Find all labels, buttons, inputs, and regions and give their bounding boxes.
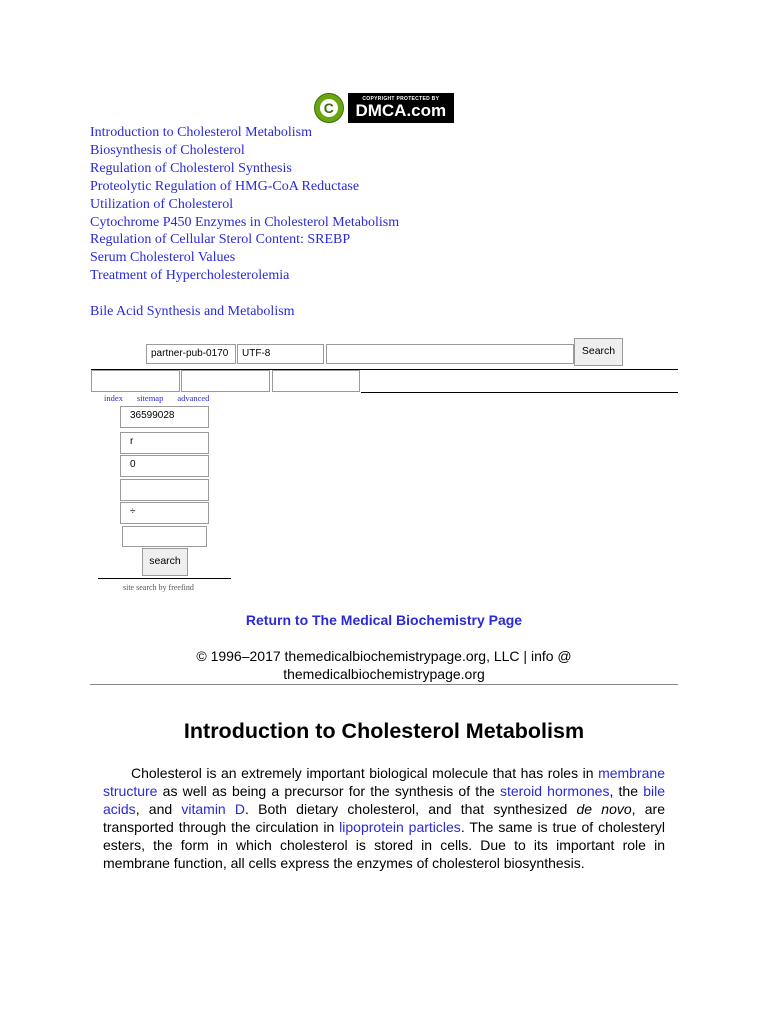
nav-link[interactable]: Regulation of Cellular Sterol Content: SREBP: [90, 232, 351, 248]
dmca-brand: DMCA.com: [355, 101, 447, 120]
nav-link[interactable]: Biosynthesis of Cholesterol: [90, 142, 245, 158]
divider: [91, 369, 678, 370]
return-link[interactable]: Return to The Medical Biochemistry Page: [245, 612, 523, 628]
page-title: Introduction to Cholesterol Metabolism: [183, 719, 585, 743]
site-search-credit: site search by freefind: [123, 583, 194, 592]
nav-link[interactable]: Introduction to Cholesterol Metabolism: [90, 125, 313, 140]
link-steroid-hormones[interactable]: steroid hormones: [499, 782, 610, 799]
freefind-field[interactable]: 0: [120, 455, 209, 477]
search-button[interactable]: Search: [574, 338, 623, 366]
nav-link[interactable]: Proteolytic Regulation of HMG-CoA Reductase: [90, 178, 360, 194]
cx-field[interactable]: partner-pub-0170: [146, 344, 236, 364]
link-membrane-structure[interactable]: membrane structure: [103, 765, 665, 799]
divider: [361, 392, 678, 393]
dmca-label: [348, 93, 454, 123]
link-vitamin-d[interactable]: vitamin D: [181, 800, 246, 817]
freefind-field[interactable]: r: [120, 432, 209, 454]
nav-link[interactable]: Serum Cholesterol Values: [90, 250, 236, 266]
encoding-field[interactable]: UTF-8: [237, 344, 324, 364]
freefind-field[interactable]: 36599028: [120, 406, 209, 428]
advanced-link[interactable]: advanced: [177, 393, 210, 403]
dmca-badge[interactable]: [314, 93, 454, 122]
divider: [98, 578, 231, 579]
sitemap-link[interactable]: sitemap: [136, 393, 164, 403]
nav-link-bile-acid[interactable]: Bile Acid Synthesis and Metabolism: [90, 304, 295, 320]
link-lipoprotein-particles[interactable]: lipoprotein particles: [339, 818, 461, 835]
search-input[interactable]: [326, 344, 574, 364]
index-link[interactable]: index: [104, 393, 123, 403]
freefind-field[interactable]: ÷: [120, 502, 209, 524]
freefind-links: [104, 393, 223, 403]
freefind-search-button[interactable]: search: [142, 548, 188, 576]
copyright-text: © 1996–2017 themedicalbiochemistrypage.org, LLC | info @ themedicalbiochemistrypage.org: [196, 648, 572, 682]
nav-link[interactable]: Regulation of Cholesterol Synthesis: [90, 160, 292, 176]
nav-link[interactable]: Cytochrome P450 Enzymes in Cholesterol Metabolism: [90, 214, 400, 230]
freefind-field[interactable]: [272, 370, 360, 392]
freefind-field[interactable]: [120, 479, 209, 501]
horizontal-rule: [90, 684, 678, 685]
freefind-field[interactable]: [181, 370, 270, 392]
freefind-field[interactable]: [91, 370, 180, 392]
nav-link[interactable]: Utilization of Cholesterol: [90, 196, 234, 212]
link-bile-acids[interactable]: bile acids: [103, 782, 665, 817]
intro-paragraph: Cholesterol is an extremely important biological molecule that has roles in membrane structure as well as being a precursor for the synthesis of the steroid hormones, the bile acids, and vitamin D. Both dietary cholesterol, and that synthesized de novo, are transported through the circulation in lipoprotein particles. The same is true of cholesteryl esters, the form in which cholesterol is stored in cells. Due to its important role in membrane function, all cells express the enzymes of cholesterol biosynthesis.: [103, 765, 666, 871]
chapter-nav: [90, 124, 399, 321]
nav-link[interactable]: Treatment of Hypercholesterolemia: [90, 268, 290, 284]
dmca-top-text: COPYRIGHT PROTECTED BY: [362, 96, 440, 102]
freefind-query-input[interactable]: [122, 526, 207, 547]
copyright-c-icon: C: [314, 93, 344, 123]
